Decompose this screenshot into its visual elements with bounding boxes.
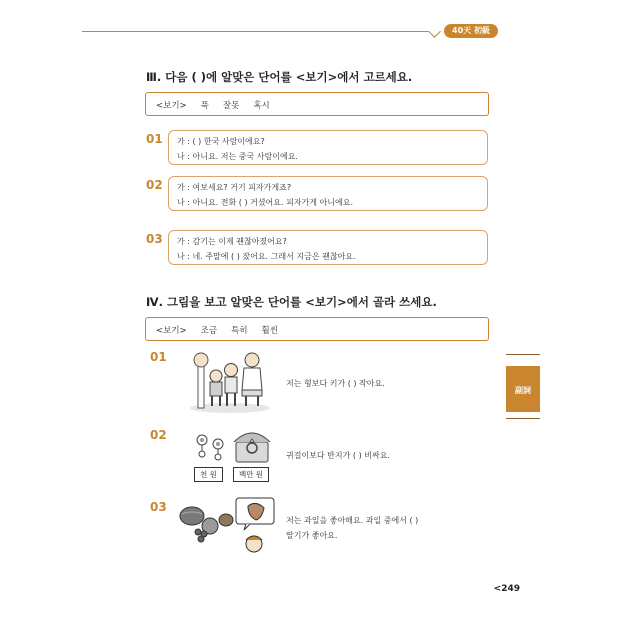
word-choice: 혹시 bbox=[253, 101, 270, 111]
section4-title: Ⅳ. 그림을 보고 알맞은 단어를 <보기>에서 골라 쓰세요. bbox=[146, 295, 437, 309]
family-height-illustration bbox=[186, 350, 272, 414]
header-badge: 40天 初級 bbox=[444, 24, 498, 38]
question-sentence: 저는 과일을 좋아해요. 과일 중에서 ( ) bbox=[286, 516, 419, 525]
word-choice: 특히 bbox=[231, 326, 248, 336]
dialogue-line: 나 : 네. 주말에 ( ) 잤어요. 그래서 지금은 괜찮아요. bbox=[177, 252, 356, 261]
dialogue-line: 나 : 아니요. 전화 ( ) 거셨어요. 피자가게 아니에요. bbox=[177, 198, 354, 207]
question-number: 03 bbox=[150, 500, 167, 514]
question-number: 02 bbox=[146, 178, 163, 192]
side-rule-top bbox=[506, 354, 540, 355]
dialogue-line: 가 : 여보세요? 거기 피자가게죠? bbox=[177, 183, 292, 192]
question-number: 01 bbox=[150, 350, 167, 364]
header-rule bbox=[82, 31, 432, 32]
dialogue-line: 가 : ( ) 한국 사람이에요? bbox=[177, 137, 265, 146]
section4-word-box bbox=[145, 317, 489, 341]
question-sentence: 저는 형보다 키가 ( ) 작아요. bbox=[286, 379, 385, 388]
word-choice: 잘못 bbox=[222, 101, 240, 111]
word-choice: 훨씬 bbox=[261, 326, 278, 336]
price-label: 백만 원 bbox=[233, 467, 269, 482]
question-number: 01 bbox=[146, 132, 163, 146]
section3-word-box bbox=[145, 92, 489, 116]
section4-word-list bbox=[156, 324, 278, 336]
question-number: 02 bbox=[150, 428, 167, 442]
word-choice: 조금 bbox=[200, 326, 218, 336]
price-label: 천 원 bbox=[194, 467, 223, 482]
dialogue-box bbox=[168, 230, 488, 265]
box-label: <보기> bbox=[156, 326, 187, 336]
dialogue-box bbox=[168, 176, 488, 211]
question-sentence: 귀걸이보다 반지가 ( ) 비싸요. bbox=[286, 451, 390, 460]
dialogue-line: 가 : 감기는 이제 괜찮아졌어요? bbox=[177, 237, 287, 246]
jewelry-illustration bbox=[190, 426, 274, 466]
chapter-side-tab: 副詞 bbox=[506, 366, 540, 412]
dialogue-box bbox=[168, 130, 488, 165]
page-number: <249 bbox=[493, 584, 520, 594]
section3-word-list bbox=[156, 99, 270, 111]
fruits-illustration bbox=[178, 496, 278, 556]
word-choice: 푹 bbox=[200, 101, 209, 111]
question-sentence: 딸기가 좋아요. bbox=[286, 531, 338, 540]
side-rule-bottom bbox=[506, 418, 540, 419]
dialogue-line: 나 : 아니요. 저는 중국 사람이에요. bbox=[177, 152, 298, 161]
question-number: 03 bbox=[146, 232, 163, 246]
header-notch bbox=[428, 25, 441, 38]
box-label: <보기> bbox=[156, 101, 187, 111]
section3-title: Ⅲ. 다음 ( )에 알맞은 단어를 <보기>에서 고르세요. bbox=[146, 70, 413, 84]
